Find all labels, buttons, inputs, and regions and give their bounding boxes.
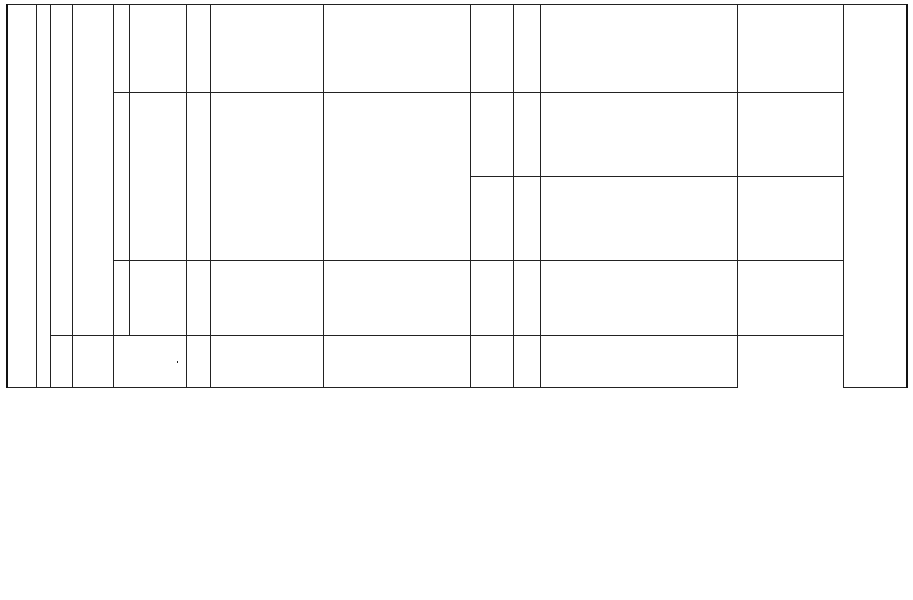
solvency-method-cell: [323, 5, 470, 93]
profit-method: [323, 261, 470, 336]
profit-description: [210, 261, 323, 336]
formula-text: [513, 336, 540, 388]
formula-text: [540, 177, 737, 261]
economic-benefit-cell: [50, 5, 72, 336]
indicator-net-asset-return: [470, 261, 513, 336]
indicator-inventory-turnover: [470, 93, 513, 177]
criteria-text: [737, 177, 843, 261]
operating-group-score: [186, 93, 210, 261]
table-row: [7, 5, 907, 93]
regional-group-wrapper: [113, 336, 186, 388]
regional-group-label: [114, 361, 178, 363]
formula-text: [540, 93, 737, 177]
table-row: [7, 336, 907, 388]
indicator-score: [513, 93, 540, 177]
regional-method: [210, 336, 323, 388]
regional-inner: [114, 361, 186, 363]
profit-gap-cell: [113, 261, 129, 336]
operating-gap-cell: [113, 93, 129, 261]
profit-group-score: [186, 261, 210, 336]
solvency-gap-cell: [113, 5, 129, 93]
solvency-group-cell: [129, 5, 186, 93]
table-row: [7, 261, 907, 336]
criteria-text: [737, 93, 843, 177]
indicator-score: [513, 5, 540, 93]
formula-text: [540, 5, 737, 93]
table-row: [7, 93, 907, 177]
indicator-current-ratio: [470, 5, 513, 93]
solvency-score-cell: [186, 5, 210, 93]
indicator-score: [513, 261, 540, 336]
indicator-score: [470, 336, 513, 388]
formula-text: [540, 261, 737, 336]
operating-description: [210, 93, 323, 261]
indicator-current-asset-turnover: [470, 177, 513, 261]
indicator-score: [513, 177, 540, 261]
social-benefit-label: [50, 336, 72, 388]
solvency-description-cell: [210, 5, 323, 93]
criteria-text: [540, 336, 737, 388]
operating-group-label: [129, 93, 186, 261]
criteria-text: [737, 261, 843, 336]
operating-method: [323, 93, 470, 261]
level1-cell: [36, 5, 50, 388]
profit-group-label: [129, 261, 186, 336]
outer-margin-cell: [7, 5, 36, 388]
regional-group-score: [177, 361, 186, 363]
social-benefit-score: [72, 336, 113, 388]
regional-description: [186, 336, 210, 388]
right-margin-cell: [843, 5, 907, 388]
economic-score-cell: [72, 5, 113, 336]
criteria-text: [737, 5, 843, 93]
evaluation-indicator-table: [6, 4, 908, 388]
indicator-regional-level: [323, 336, 470, 388]
